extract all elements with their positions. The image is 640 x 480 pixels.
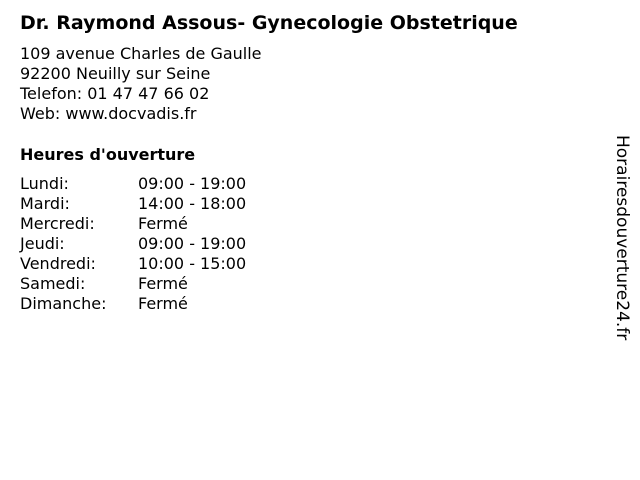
day-label: Lundi: [20, 174, 69, 193]
contact-block [20, 44, 262, 124]
day-label: Jeudi: [20, 234, 65, 253]
day-label: Mercredi: [20, 214, 95, 233]
day-label: Dimanche: [20, 294, 107, 313]
day-label: Mardi: [20, 194, 70, 213]
site-watermark: Horairesdouverture24.fr [612, 135, 632, 341]
day-label: Samedi: [20, 274, 86, 293]
city-address: 92200 Neuilly sur Seine [20, 64, 211, 83]
time-value: 14:00 - 18:00 [138, 194, 247, 213]
time-value: 10:00 - 15:00 [138, 254, 247, 273]
time-value: 09:00 - 19:00 [138, 234, 247, 253]
phone-number: Telefon: 01 47 47 66 02 [20, 84, 210, 103]
hours-heading: Heures d'ouverture [20, 145, 196, 164]
time-value: Fermé [138, 214, 188, 233]
day-label: Vendredi: [20, 254, 96, 273]
time-value: 09:00 - 19:00 [138, 174, 247, 193]
street-address: 109 avenue Charles de Gaulle [20, 44, 262, 63]
page-title: Dr. Raymond Assous- Gynecologie Obstetrique [20, 12, 518, 34]
time-value: Fermé [138, 294, 188, 313]
time-value: Fermé [138, 274, 188, 293]
website-line: Web: www.docvadis.fr [20, 104, 197, 123]
